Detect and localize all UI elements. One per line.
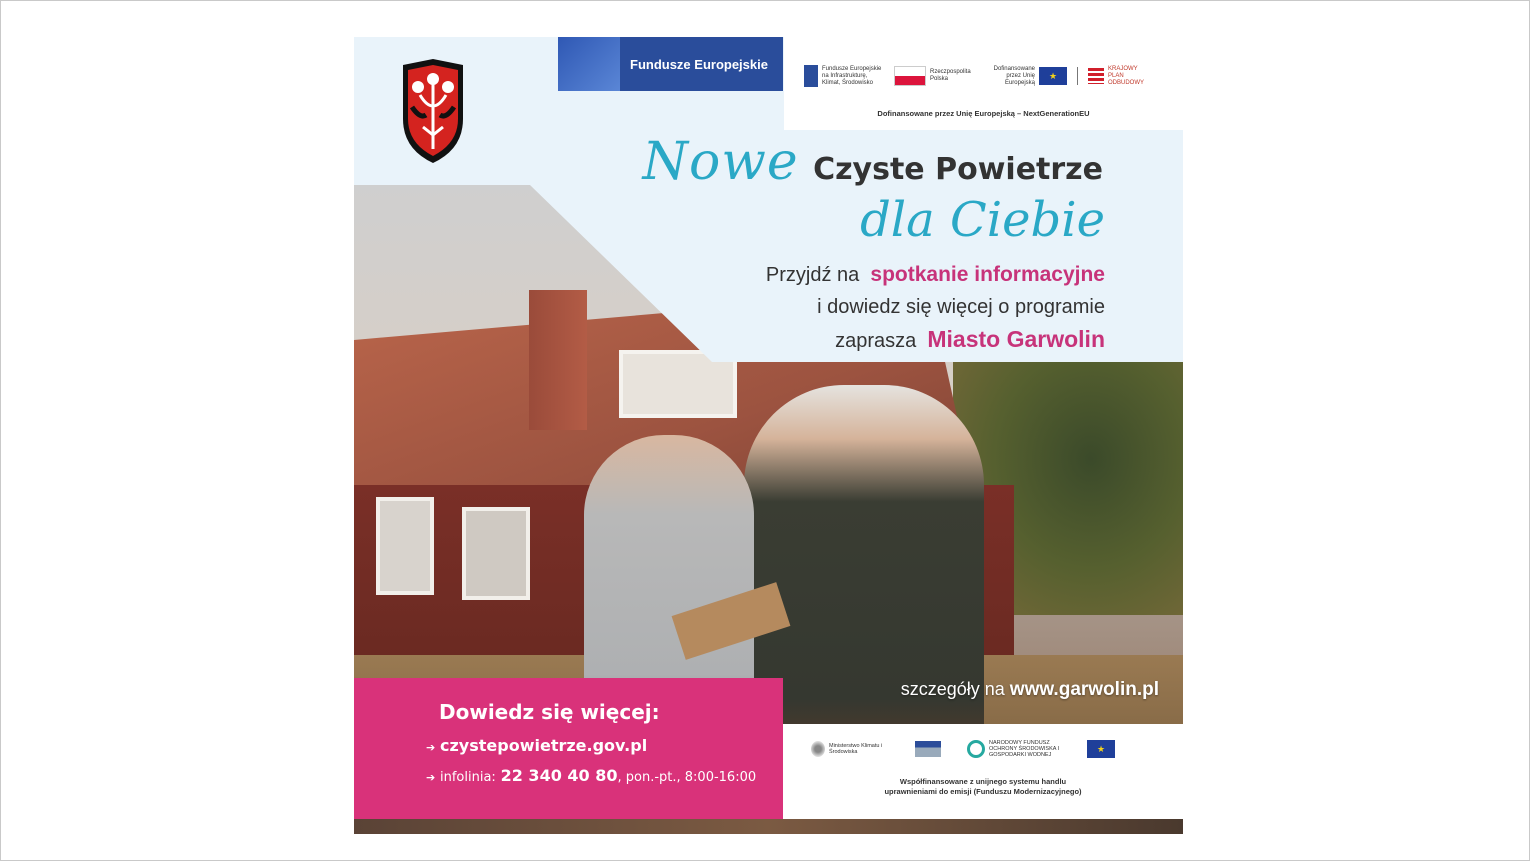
kpo-icon: [1088, 68, 1104, 84]
title-nowe: Nowe: [642, 132, 799, 192]
info-link-row[interactable]: [426, 736, 647, 755]
lead-invites: zaprasza: [835, 330, 917, 352]
house-window: [376, 497, 434, 595]
eu-logo: [980, 66, 1067, 87]
lead-highlight-city: Miasto Garwolin: [927, 326, 1105, 352]
lead-highlight-meeting: spotkanie informacyjne: [870, 263, 1105, 286]
ministry-logo: [811, 741, 889, 757]
lead-line-1: [766, 263, 1105, 287]
czyste-powietrze-logo: [915, 741, 941, 757]
sponsor-box: [783, 724, 1183, 819]
poster-title: [643, 132, 1103, 192]
arrow-right-icon: ➔: [426, 741, 436, 754]
info-hotline-row: [426, 766, 756, 785]
lead-prefix: Przyjdź na: [765, 264, 860, 286]
fe-infrastructure-logo: [804, 65, 884, 87]
sponsor-logos-row: [811, 740, 1115, 758]
fe-stars-icon: [558, 37, 620, 91]
website-url[interactable]: www.garwolin.pl: [1009, 679, 1159, 700]
logo-divider: [1077, 67, 1078, 85]
house-window: [462, 507, 530, 600]
info-link[interactable]: czystepowietrze.gov.pl: [440, 736, 648, 755]
rp-label: Rzeczpospolita Polska: [930, 69, 971, 82]
info-title: Dowiedz się więcej:: [439, 700, 660, 724]
fe-infra-label: Fundusze Europejskie na Infrastrukturę, Klimat, Środowisko: [822, 65, 882, 86]
hotline-number[interactable]: 22 340 40 80: [500, 766, 618, 785]
hotline-hours: , pon.-pt., 8:00-16:00: [617, 770, 757, 785]
eu-label: Dofinansowane przez Unię Europejską: [993, 65, 1035, 86]
house-icon: [915, 741, 941, 757]
poland-flag-icon: [894, 66, 926, 86]
fe-mini-icon: [804, 65, 818, 87]
website-link[interactable]: [901, 679, 1159, 701]
kpo-label: KRAJOWY PLAN ODBUDOWY: [1108, 65, 1144, 86]
sponsor-caption-line-1: Współfinansowane z unijnego systemu handlu: [899, 777, 1067, 786]
crest-icon: [398, 57, 468, 167]
nfos-label: NARODOWY FUNDUSZ OCHRONY ŚRODOWISKA I GOSPODARKI WODNEJ: [989, 740, 1060, 758]
eu-logos-row: [804, 65, 1144, 87]
eu-caption: Dofinansowane przez Unię Europejską – NextGenerationEU: [877, 109, 1090, 118]
title-czyste-powietrze: Czyste Powietrze: [813, 152, 1103, 187]
nfos-icon: [967, 740, 985, 758]
eu-funding-strip: [784, 37, 1183, 130]
hotline-label: infolinia:: [440, 770, 496, 785]
eu-flag-icon: ★: [1087, 740, 1115, 758]
ministry-label: Ministerstwo Klimatu i Środowiska: [829, 743, 883, 755]
title-dla-ciebie: dla Ciebie: [860, 192, 1105, 248]
sponsor-caption-line-2: uprawnieniami do emisji (Funduszu Modernizacyjnego): [884, 787, 1082, 796]
arrow-right-icon: ➔: [426, 771, 436, 784]
nfos-logo: [967, 740, 1061, 758]
rp-logo: [894, 66, 970, 86]
house-chimney: [529, 290, 587, 430]
photo-bottom-strip: [354, 819, 1183, 834]
eu-flag-icon: ★: [1039, 67, 1067, 85]
campaign-poster: [354, 37, 1183, 834]
info-box: [354, 678, 783, 819]
fundusze-europejskie-logo: [558, 37, 783, 91]
kpo-logo: [1088, 66, 1144, 87]
lead-line-2: i dowiedz się więcej o programie: [817, 296, 1105, 318]
lead-line-3: [835, 326, 1105, 353]
fe-label: Fundusze Europejskie: [630, 56, 768, 72]
eagle-icon: [811, 741, 825, 757]
sponsor-caption: [783, 777, 1183, 797]
website-prefix: szczegóły na: [900, 679, 1005, 699]
